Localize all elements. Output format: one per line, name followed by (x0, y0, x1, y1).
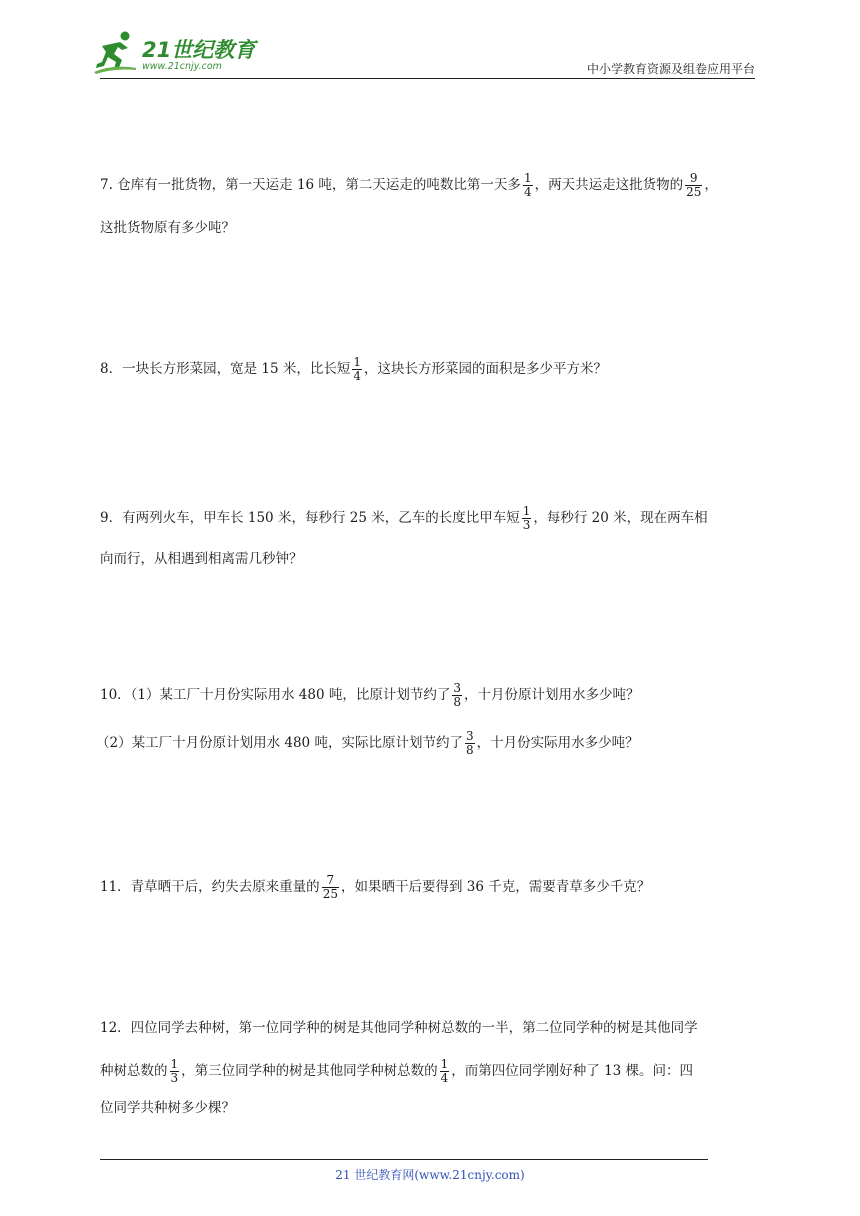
runner-logo-icon (92, 28, 142, 76)
fraction-numerator: 1 (523, 171, 532, 185)
question-text: （2）某工厂十月份原计划用水 480 吨，实际比原计划节约了 (96, 735, 463, 751)
fraction (523, 172, 533, 199)
fraction-numerator: 1 (440, 1057, 449, 1071)
question-9-line-2: 向而行，从相遇到相离需几秒钟？ (100, 551, 303, 567)
question-text: 8．一块长方形菜园，宽是 15 米，比长短 (100, 361, 351, 377)
fraction-numerator: 1 (522, 504, 531, 518)
question-text: ，每秒行 20 米，现在两车相 (533, 510, 708, 526)
question-text: ，这块长方形菜园的面积是多少平方米？ (364, 361, 607, 377)
question-12-line-3: 位同学共种树多少棵？ (100, 1100, 235, 1116)
logo-title: 21世纪教育 (142, 38, 256, 62)
fraction (352, 356, 362, 383)
footer-divider (100, 1159, 708, 1160)
question-text: 10．（1）某工厂十月份实际用水 480 吨，比原计划节约了 (100, 687, 451, 703)
fraction-denominator: 8 (453, 695, 462, 709)
fraction-numerator: 3 (453, 681, 462, 695)
fraction-denominator: 3 (522, 518, 531, 532)
fraction-numerator: 9 (689, 171, 698, 185)
fraction-numerator: 1 (170, 1057, 179, 1071)
question-7-line-2: 这批货物原有多少吨？ (100, 220, 235, 236)
logo-url: www.21cnjy.com (142, 61, 222, 72)
question-10-part-1 (100, 682, 640, 709)
fraction-numerator: 7 (326, 873, 335, 887)
question-7-line-1 (100, 172, 718, 199)
question-10-part-2 (96, 730, 639, 757)
question-text: ，如果晒干后要得到 36 千克，需要青草多少千克？ (340, 879, 651, 895)
fraction (170, 1058, 180, 1085)
fraction-denominator: 4 (523, 185, 532, 199)
question-text: ，十月份实际用水多少吨？ (476, 735, 639, 751)
fraction-denominator: 4 (353, 369, 361, 383)
fraction-denominator: 25 (686, 185, 702, 199)
platform-name: 中小学教育资源及组卷应用平台 (586, 62, 755, 76)
question-text: ，第三位同学种的树是其他同学种树总数的 (181, 1063, 438, 1079)
question-text: ，而第四位同学刚好种了 13 棵。问：四 (451, 1063, 694, 1079)
fraction (440, 1058, 450, 1085)
fraction (522, 505, 532, 532)
question-text: ，两天共运走这批货物的 (534, 177, 684, 193)
fraction (465, 730, 475, 757)
fraction-denominator: 8 (465, 743, 474, 757)
fraction (452, 682, 462, 709)
fraction (322, 874, 339, 901)
question-12-line-1: 12．四位同学去种树，第一位同学种的树是其他同学种树总数的一半，第二位同学种的树是其他同学 (100, 1020, 698, 1036)
question-text: 11．青草晒干后，约失去原来重量的 (100, 879, 320, 895)
header-divider (100, 78, 755, 79)
question-text: 9．有两列火车，甲车长 150 米，每秒行 25 米，乙车的长度比甲车短 (100, 510, 520, 526)
fraction-denominator: 3 (170, 1071, 179, 1085)
question-text: 7. 仓库有一批货物，第一天运走 16 吨，第二天运走的吨数比第一天多 (100, 177, 521, 193)
site-logo (92, 28, 262, 78)
footer-link[interactable]: 21 世纪教育网(www.21cnjy.com) (335, 1168, 525, 1182)
question-text: ， (704, 177, 718, 193)
fraction-denominator: 4 (440, 1071, 449, 1085)
fraction-denominator: 25 (322, 887, 338, 901)
fraction-numerator: 3 (465, 729, 474, 743)
question-8-line-1 (100, 356, 607, 383)
question-text: ，十月份原计划用水多少吨？ (464, 687, 640, 703)
question-11-line-1 (100, 874, 650, 901)
question-9-line-1 (100, 505, 708, 532)
page-header (0, 0, 860, 80)
fraction (685, 172, 702, 199)
question-text: 种树总数的 (100, 1063, 168, 1079)
question-12-line-2 (100, 1058, 693, 1085)
fraction-numerator: 1 (353, 355, 361, 369)
